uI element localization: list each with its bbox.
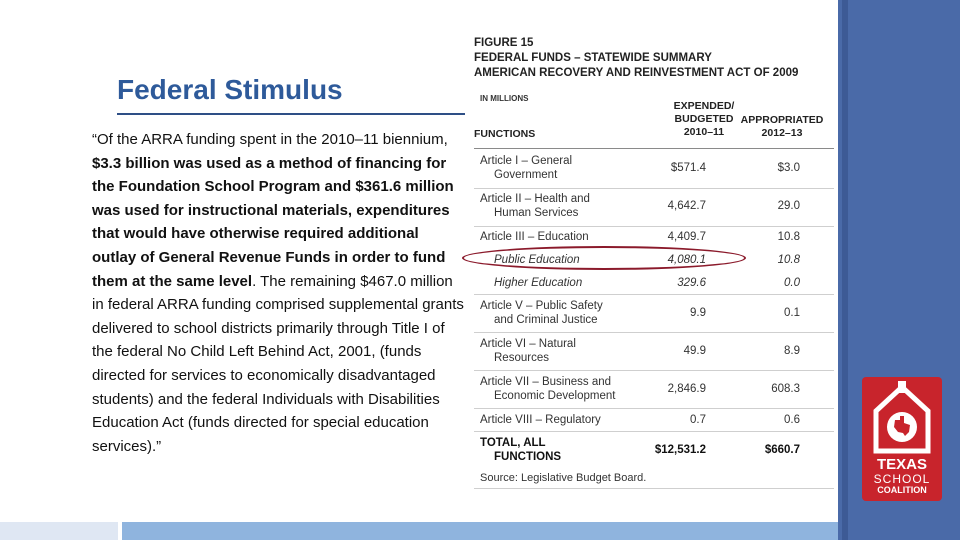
- table-cell-expended: 0.7: [690, 414, 706, 426]
- table-cell-expended: 4,409.7: [667, 231, 706, 243]
- footer-bar: [122, 522, 960, 540]
- footer-left-bar: [0, 522, 118, 540]
- function-line2: and Criminal Justice: [494, 314, 598, 326]
- figure-source: Source: Legislative Budget Board.: [480, 472, 647, 484]
- row-divider: [474, 226, 834, 227]
- col-approp-l1: APPROPRIATED: [740, 114, 824, 126]
- table-cell-expended: 9.9: [690, 307, 706, 319]
- col-header-functions: FUNCTIONS: [474, 128, 536, 140]
- function-line1: Article II – Health and: [480, 193, 590, 205]
- function-line1: Article I – General: [480, 155, 573, 167]
- figure-title: [474, 36, 798, 81]
- table-cell-expended: 49.9: [683, 345, 706, 357]
- table-cell-expended: 329.6: [677, 277, 706, 289]
- table-cell-appropriated: 0.1: [784, 307, 800, 319]
- quote-part-1: “Of the ARRA funding spent in the 2010–11 biennium,: [92, 131, 448, 148]
- quote-body: [92, 128, 464, 458]
- table-cell-appropriated: 608.3: [771, 383, 800, 395]
- row-divider: [474, 188, 834, 189]
- slide-title: Federal Stimulus: [117, 74, 343, 105]
- function-line1: Article VIII – Regulatory: [480, 414, 601, 426]
- table-row-function: [480, 337, 576, 365]
- table-cell-appropriated: 29.0: [777, 200, 800, 212]
- function-line1: Article VII – Business and: [480, 376, 612, 388]
- table-row-function: [480, 413, 601, 427]
- row-divider: [474, 294, 834, 295]
- table-cell-expended: 4,080.1: [667, 254, 706, 266]
- table-cell-appropriated: 0.6: [784, 414, 800, 426]
- table-cell-appropriated: 10.8: [777, 231, 800, 243]
- table-cell-expended: $12,531.2: [654, 444, 706, 456]
- quote-part-3: . The remaining $467.0 million in federal ARRA funding comprised supplemental grants delivered to school districts primarily through Title I of the federal No Child Left Behind Act, 2001, (funds directed for services to economically disadvantaged students) and the federal Individuals with Disabilities Education Act (funds directed for special education services).”: [92, 272, 464, 455]
- table-row-function: [480, 192, 590, 220]
- table-row-function: [494, 276, 582, 290]
- table-row-function: [480, 230, 589, 244]
- figure-units: IN MILLIONS: [480, 94, 529, 103]
- function-line2: Resources: [494, 352, 549, 364]
- table-cell-expended: 4,642.7: [667, 200, 706, 212]
- row-divider: [474, 431, 834, 432]
- quote-part-2-bold: $3.3 billion was used as a method of financing for the Foundation School Program and $361.6 million was used for instructional materials, expenditures that would have otherwise required additional outlay of General Revenue Funds in order to fund them at the same level: [92, 154, 454, 290]
- col-header-appropriated: [734, 114, 830, 140]
- row-divider: [474, 408, 834, 409]
- table-cell-appropriated: $660.7: [764, 444, 800, 456]
- figure-title-line1: FEDERAL FUNDS – STATEWIDE SUMMARY: [474, 52, 712, 64]
- header-divider: [474, 148, 834, 149]
- figure-title-line2: AMERICAN RECOVERY AND REINVESTMENT ACT OF 2009: [474, 67, 799, 79]
- figure-bottom-rule: [474, 488, 834, 489]
- col-expended-l1: EXPENDED/: [673, 100, 735, 112]
- col-expended-l3: 2010–11: [683, 126, 725, 138]
- row-divider: [474, 370, 834, 371]
- col-approp-l2: 2012–13: [761, 127, 803, 139]
- public-education-highlight-ellipse: [462, 246, 746, 270]
- texas-school-coalition-logo: [862, 377, 942, 501]
- logo-line-coalition: COALITION: [877, 485, 927, 495]
- function-line2: Government: [494, 169, 558, 181]
- table-cell-appropriated: 10.8: [777, 254, 800, 266]
- row-divider: [474, 332, 834, 333]
- table-cell-appropriated: 0.0: [784, 277, 800, 289]
- table-cell-expended: 2,846.9: [667, 383, 706, 395]
- logo-line-school: SCHOOL: [873, 472, 931, 486]
- title-underline: [117, 113, 465, 115]
- function-line1: Article VI – Natural: [480, 338, 576, 350]
- function-line2: Economic Development: [494, 390, 616, 402]
- table-row-function: [480, 375, 615, 403]
- figure-number: FIGURE 15: [474, 37, 534, 49]
- function-line2: FUNCTIONS: [494, 451, 562, 463]
- function-line2: Human Services: [494, 207, 579, 219]
- function-line1: TOTAL, ALL: [480, 437, 546, 449]
- right-sidebar-edge: [842, 0, 848, 540]
- table-row-function: [480, 436, 561, 464]
- schoolhouse-with-texas-icon: [862, 377, 942, 457]
- table-cell-appropriated: 8.9: [784, 345, 800, 357]
- function-line1: Higher Education: [494, 277, 583, 289]
- table-cell-appropriated: $3.0: [777, 162, 800, 174]
- table-cell-expended: $571.4: [670, 162, 706, 174]
- function-line1: Article III – Education: [480, 231, 589, 243]
- function-line1: Article V – Public Safety: [480, 300, 603, 312]
- table-row-function: [480, 299, 603, 327]
- function-line1: Public Education: [494, 254, 580, 266]
- table-row-function: [480, 154, 572, 182]
- col-expended-l2: BUDGETED: [674, 113, 734, 125]
- logo-line-texas: TEXAS: [876, 456, 927, 473]
